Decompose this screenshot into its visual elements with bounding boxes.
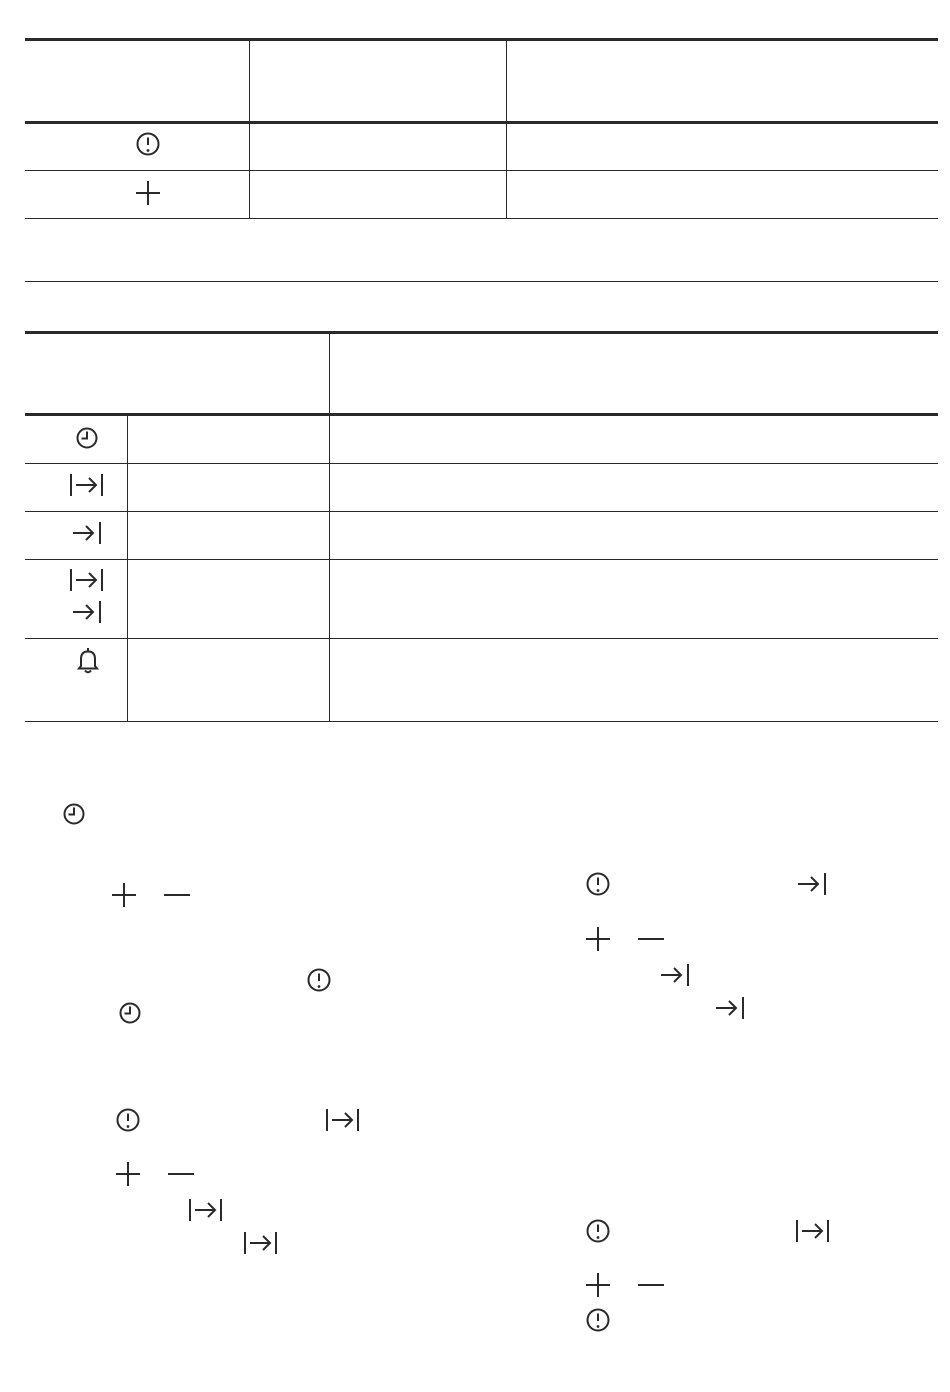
table-2-top-rule	[25, 331, 938, 334]
clock-icon	[63, 803, 85, 825]
duration-icon	[189, 1199, 223, 1221]
table-1-header-rule	[25, 121, 938, 124]
table-2-col-divider-2	[329, 334, 330, 721]
table-2-row-rule	[25, 559, 938, 560]
table-2-col-divider-1	[127, 416, 128, 721]
end-time-icon	[72, 522, 102, 544]
plus-icon	[116, 1162, 140, 1186]
minus-icon	[168, 1162, 194, 1186]
end-time-icon	[660, 964, 690, 986]
table-1-row-rule	[25, 170, 938, 171]
duration-icon	[326, 1109, 360, 1131]
power-clock-icon	[586, 1308, 610, 1332]
duration-icon	[796, 1220, 830, 1242]
end-time-icon	[715, 997, 745, 1019]
duration-icon	[244, 1232, 278, 1254]
power-clock-icon	[307, 968, 331, 992]
power-clock-icon	[136, 132, 160, 156]
power-clock-icon	[116, 1108, 140, 1132]
plus-icon	[586, 1273, 610, 1297]
table-2-row-rule	[25, 511, 938, 512]
end-time-icon	[797, 873, 827, 895]
plus-icon	[136, 181, 160, 205]
table-1-col-divider-2	[506, 41, 507, 218]
table-1-top-rule	[25, 38, 938, 41]
minus-icon	[164, 883, 190, 907]
table-1-bottom-rule	[25, 218, 938, 219]
minus-icon	[638, 1273, 664, 1297]
bell-icon	[77, 648, 99, 674]
clock-icon	[76, 427, 98, 449]
plus-icon	[112, 883, 136, 907]
end-time-icon	[72, 601, 102, 623]
clock-icon	[119, 1002, 141, 1024]
table-2-row-rule	[25, 463, 938, 464]
power-clock-icon	[586, 872, 610, 896]
duration-icon	[70, 474, 104, 496]
power-clock-icon	[586, 1219, 610, 1243]
table-2-header-rule	[25, 413, 938, 416]
plus-icon	[586, 927, 610, 951]
section-divider	[25, 281, 938, 282]
duration-icon	[70, 569, 104, 591]
table-2-bottom-rule	[25, 721, 938, 722]
table-1-col-divider-1	[249, 41, 250, 218]
minus-icon	[638, 927, 664, 951]
table-2-row-rule	[25, 638, 938, 639]
